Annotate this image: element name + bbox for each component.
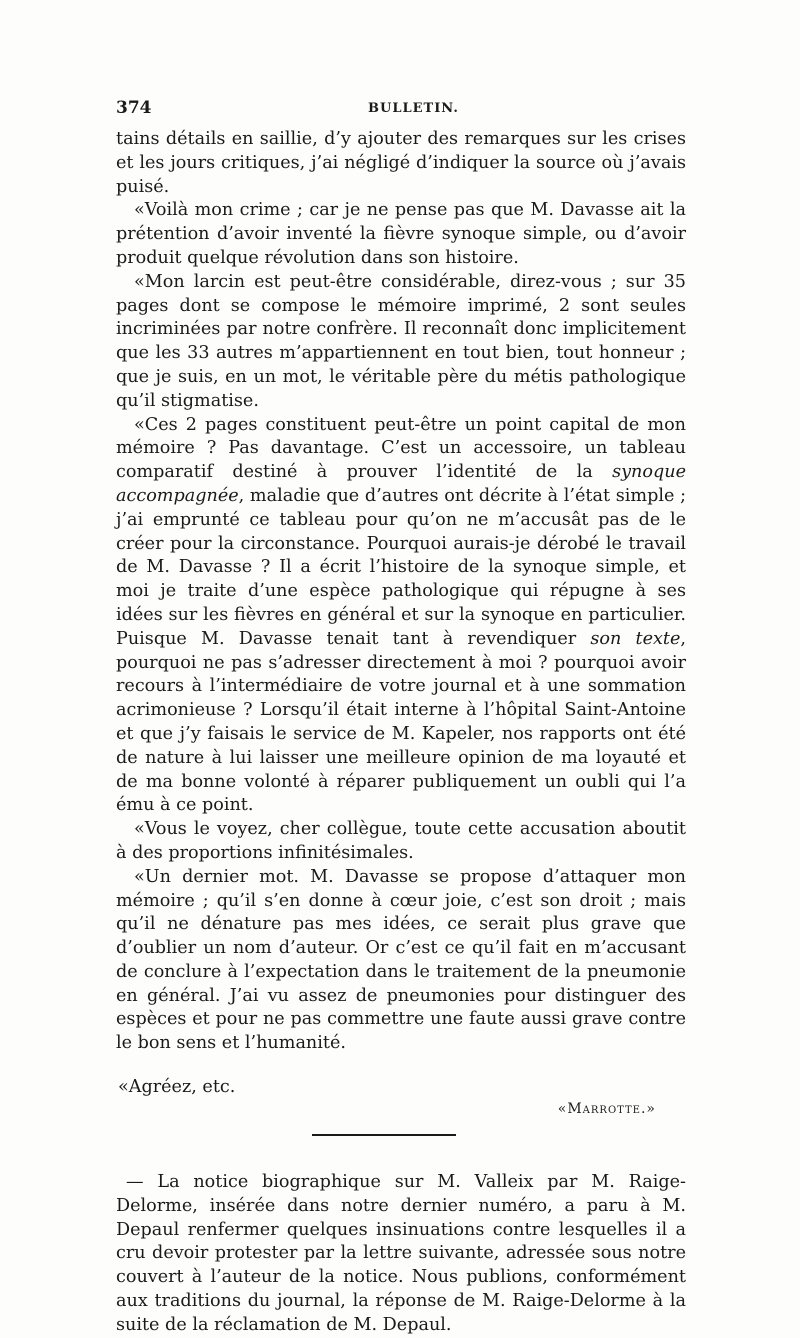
book-page [116, 98, 686, 1338]
italic-son-texte: son texte [590, 628, 681, 649]
paragraph-dernier-mot: «Un dernier mot. M. Davasse se propose d’attaquer mon mémoire ; qu’il s’en donne à cœur joie, c’est son droit ; mais qu’il ne dénature pas mes idées, ce serait plus grave que d’oublier un nom d’auteur. Or c’est ce qu’il fait en m’accusant de conclure à l’expectation dans le traitement de la pneumonie en général. J’ai vu assez de pneumonies pour distinguer des espèces et pour ne pas commettre une faute aussi grave contre le bon sens et l’humanité. [116, 866, 686, 1054]
page-number: 374 [116, 98, 152, 118]
paragraph-pages-part-2: , maladie que d’autres ont décrite à l’état simple ; j’ai emprunté ce tableau pour qu’on ne m’accusât pas de le créer pour la circonstance. Pourquoi aurais-je dérobé le travail de M. Davasse ? Il a écrit l’histoire de la synoque simple, et moi je traite d’une espèce pathologique qui répugne à ses idées sur les fièvres en général et sur la synoque en particulier. Puisque M. Davasse tenait tant à revendiquer [116, 485, 686, 649]
italic-synoque-accompagnee: synoque accompagnée [116, 462, 686, 506]
running-title: BULLETIN. [368, 101, 459, 116]
letter-body [116, 128, 686, 1056]
paragraph-pages-part-3: , pourquoi ne pas s’adresser directement à moi ? pourquoi avoir recours à l’intermédiaire de votre journal et à une sommation acrimonieuse ? Lorsqu’il était interne à l’hôpital Saint-Antoine et que j’y faisais le service de M. Kapeler, nos rapports ont été de nature à lui laisser une meilleure opinion de ma loyauté et de ma bonne volonté à réparer publiquement un oubli qui l’a ému à ce point. [116, 628, 686, 816]
paragraph-pages-part-1: «Ces 2 pages constituent peut-être un point capital de mon mémoire ? Pas davantage. C’est un accessoire, un tableau comparatif destiné à prouver l’identité de la [116, 414, 686, 483]
closing-salutation: «Agréez, etc. [118, 1077, 236, 1098]
paragraph-accusation: «Vous le voyez, cher collègue, toute cette accusation aboutit à des proportions infinitésimales. [116, 819, 686, 863]
paragraph-crime: «Voilà mon crime ; car je ne pense pas que M. Davasse ait la prétention d’avoir inventé la fièvre synoque simple, ou d’avoir produit quelque révolution dans son histoire. [116, 200, 686, 268]
signature: «Marrotte.» [557, 1101, 656, 1118]
page-header [116, 98, 686, 124]
notice-paragraph: — La notice biographique sur M. Valleix par M. Raige-Delorme, insérée dans notre dernier numéro, a paru à M. Depaul renfermer quelques insinuations contre lesquelles il a cru devoir protester par la lettre suivante, adressée sous notre couvert à l’auteur de la notice. Nous publions, conformément aux traditions du journal, la réponse de M. Raige-Delorme à la suite de la réclamation de M. Depaul. [116, 1172, 686, 1335]
paragraph-larcin: «Mon larcin est peut-être considérable, direz-vous ; sur 35 pages dont se compose le mémoire imprimé, 2 sont seules incriminées par notre confrère. Il reconnaît donc implicitement que les 33 autres m’appartiennent en tout bien, tout honneur ; que je suis, en un mot, le véritable père du métis pathologique qu’il stigmatise. [116, 271, 686, 411]
notice-section [116, 1171, 686, 1338]
section-divider [312, 1134, 456, 1136]
paragraph-pages [116, 414, 686, 819]
paragraph-continuation: tains détails en saillie, d’y ajouter des remarques sur les crises et les jours critiques, j’ai négligé d’indiquer la source où j’avais puisé. [116, 129, 686, 197]
